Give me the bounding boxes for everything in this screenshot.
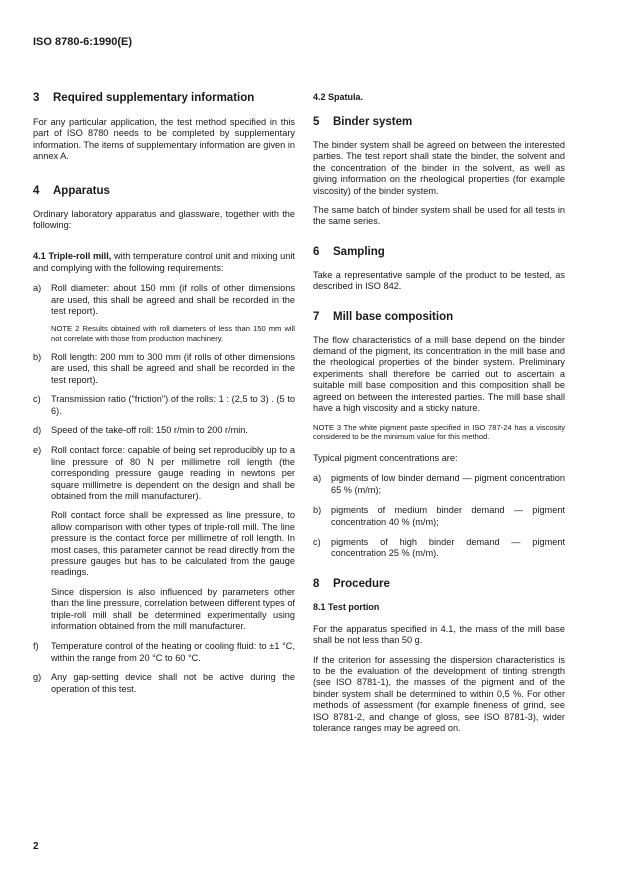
section-4-heading: 4 Apparatus [33, 184, 110, 197]
list-item-e-para-2: Roll contact force shall be expressed as line pressure, to allow comparison with other types of triple-roll mill. The line pressure is the contact force per millimetre of roll length. In most cases, this parameter cannot be read directly from the pressure gauges but has to be calculated from the gauge readings. [51, 510, 295, 578]
list-item-c: c) Transmission ratio ("friction") of the rolls: 1 : (2,5 to 3) . (5 to 6). [33, 394, 295, 416]
pigment-item-a: a) pigments of low binder demand — pigment concentration 65 % (m/m); [313, 473, 565, 495]
section-4-2: 4.2 Spatula. [313, 92, 364, 102]
pigment-item-c: c) pigments of high binder demand — pigment concentration 25 % (m/m). [313, 536, 565, 559]
section-5-heading: 5 Binder system [313, 116, 413, 128]
pigment-item-b: b) pigments of medium binder demand — pigment concentration 40 % (m/m); [313, 505, 565, 527]
document-header: ISO 8780-6:1990(E) [33, 36, 133, 48]
section-8-1-para-1: For the apparatus specified in 4.1, the mass of the mill base shall be not less than 50 g. [313, 623, 565, 646]
section-8-1-heading: 8.1 Test portion [313, 601, 380, 612]
section-6-text: Take a representative sample of the product to be tested, as described in ISO 842. [313, 269, 565, 292]
section-5-para-2: The same batch of binder system shall be used for all tests in the same series. [313, 205, 565, 227]
list-item-f: f) Temperature control of the heating or cooling fluid: to ±1 °C, within the range from 20 °C to 60 °C. [33, 641, 295, 663]
list-item-e-para-3: Since dispersion is also influenced by parameters other than the line pressure, correlation between different types of triple-roll mill shall be determined experimentally using information obtained from the mill manufacturer. [51, 586, 295, 631]
list-item-d: d) Speed of the take-off roll: 150 r/min to 200 r/min. [33, 424, 248, 435]
section-8-heading: 8 Procedure [313, 577, 390, 590]
note-3: NOTE 3 The white pigment paste specified in ISO 787-24 has a viscosity considered to be the minimum value for this method. [313, 422, 565, 441]
section-7-para-1: The flow characteristics of a mill base depend on the binder demand of the pigment, its concentration in the mill base and the rheological properties of the binder system. Preliminary experiments shall therefore be carried out to ascertain a suitable mill base composition and this composition shall be agreed on between the interested parties. The mill base shall have a high viscosity and a sticky nature. [313, 334, 565, 414]
right-column [313, 92, 565, 734]
section-6-heading: 6 Sampling [313, 245, 385, 258]
list-item-g: g) Any gap-setting device shall not be active during the operation of this test. [33, 672, 295, 694]
note-2: NOTE 2 Results obtained with roll diameters of less than 150 mm will not correlate with those from production machinery. [51, 324, 295, 343]
section-5-para-1: The binder system shall be agreed on between the interested parties. The test report shall state the binder, the solvent and the concentration of the binder in the solvent, as well as giving information on the rheological properties (for example viscosity) of the binder system. [313, 140, 565, 196]
list-item-a: a) Roll diameter: about 150 mm (if rolls of other dimensions are used, this shall be agreed and shall be recorded in the test report). [33, 283, 295, 317]
list-item-b: b) Roll length: 200 mm to 300 mm (if rolls of other dimensions are used, this shall be agreed and shall be recorded in the test report). [33, 351, 295, 385]
section-8-1-para-2: If the criterion for assessing the dispersion characteristics is to be the evaluation of the development of tinting strength (see ISO 8781-1), the masses of the pigment and of the binder system shall be determined to within 0,5 %. For other methods of assessment (for example fineness of grind, see ISO 8781-2, and change of gloss, see ISO 8781-3), wider tolerance ranges may be agreed on. [313, 654, 565, 733]
list-item-e: e) Roll contact force: capable of being set reproducibly up to a line pressure of 80 N per millimetre roll length (the corresponding pressure gauge reading in newtons per square millimetre is dependent on the design and shall be obtained from the mill manufacturer). [33, 445, 295, 501]
section-4-1: 4.1 Triple-roll mill, with temperature control unit and mixing unit and complying with the following requirements: [33, 251, 295, 273]
section-7-heading: 7 Mill base composition [313, 310, 454, 323]
left-column [33, 92, 295, 695]
section-7-para-2: Typical pigment concentrations are: [313, 452, 458, 463]
page-number: 2 [33, 841, 39, 852]
section-3-text: For any particular application, the test method specified in this part of ISO 8780 needs to be completed by supplementary information. The items of supplementary information are given in annex A. [33, 117, 295, 162]
section-3-heading: 3 Required supplementary information [33, 92, 255, 104]
section-4-text: Ordinary laboratory apparatus and glassware, together with the following: [33, 208, 295, 231]
